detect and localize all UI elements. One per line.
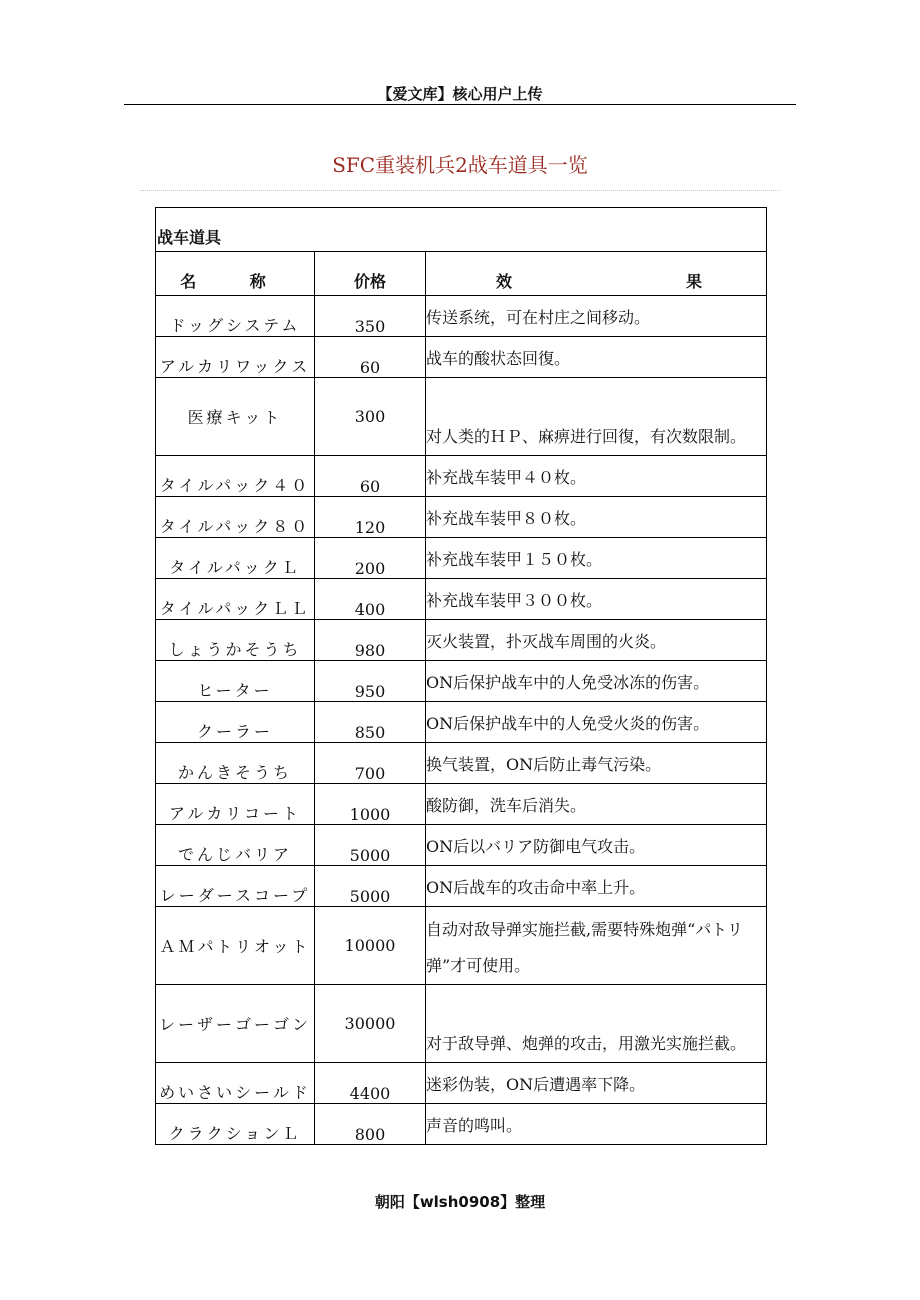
item-price-cell: 950 — [315, 661, 426, 702]
item-name-cell: タイルパックＬ — [156, 538, 315, 579]
item-price-cell: 60 — [315, 456, 426, 497]
item-price-cell: 300 — [315, 378, 426, 456]
item-name-cell: レーダースコープ — [156, 866, 315, 907]
item-effect-cell: 自动对敌导弹实施拦截,需要特殊炮弹“パトリ弹”才可使用。 — [426, 907, 767, 985]
item-effect-cell: 补充战车装甲４０枚。 — [426, 456, 767, 497]
table-row — [156, 661, 767, 702]
column-header-name: 名 称 — [156, 252, 315, 296]
table-row — [156, 866, 767, 907]
page-footer: 朝阳【wlsh0908】整理 — [374, 1193, 546, 1211]
title-divider — [140, 190, 780, 191]
table-row — [156, 497, 767, 538]
item-price-cell: 30000 — [315, 985, 426, 1063]
item-price-cell: 700 — [315, 743, 426, 784]
item-effect-cell: 对于敌导弹、炮弹的攻击，用激光实施拦截。 — [426, 985, 767, 1063]
item-name-cell: ドッグシステム — [156, 296, 315, 337]
item-effect-cell: 迷彩伪装，ON后遭遇率下降。 — [426, 1063, 767, 1104]
item-effect-cell: 补充战车装甲３００枚。 — [426, 579, 767, 620]
item-price-cell: 1000 — [315, 784, 426, 825]
table-row — [156, 579, 767, 620]
item-effect-cell: 灭火装置，扑灭战车周围的火炎。 — [426, 620, 767, 661]
table-row — [156, 620, 767, 661]
header-divider — [124, 104, 796, 105]
table-row — [156, 337, 767, 378]
page-header: 【爱文库】核心用户上传 — [377, 85, 543, 103]
table-row — [156, 702, 767, 743]
item-price-cell: 200 — [315, 538, 426, 579]
item-name-cell: しょうかそうち — [156, 620, 315, 661]
table-row — [156, 538, 767, 579]
item-name-cell: タイルパック８０ — [156, 497, 315, 538]
table-row — [156, 825, 767, 866]
item-name-cell: クーラー — [156, 702, 315, 743]
item-name-cell: ＡＭパトリオット — [156, 907, 315, 985]
item-name-cell: ヒーター — [156, 661, 315, 702]
item-effect-cell: 战车的酸状态回復。 — [426, 337, 767, 378]
item-name-cell: レーザーゴーゴン — [156, 985, 315, 1063]
column-header-effect — [426, 252, 767, 296]
item-price-cell: 980 — [315, 620, 426, 661]
table-row — [156, 1063, 767, 1104]
table-row — [156, 985, 767, 1063]
item-effect-cell: 换气装置，ON后防止毒气污染。 — [426, 743, 767, 784]
item-price-cell: 400 — [315, 579, 426, 620]
item-price-cell: 350 — [315, 296, 426, 337]
table-header-row — [156, 252, 767, 296]
item-name-cell: かんきそうち — [156, 743, 315, 784]
item-price-cell: 5000 — [315, 825, 426, 866]
item-name-cell: アルカリコート — [156, 784, 315, 825]
item-effect-cell: 酸防御，洗车后消失。 — [426, 784, 767, 825]
table-row — [156, 378, 767, 456]
item-effect-cell: ON后保护战车中的人免受冰冻的伤害。 — [426, 661, 767, 702]
table-row — [156, 907, 767, 985]
item-effect-cell: 补充战车装甲１５０枚。 — [426, 538, 767, 579]
table-row — [156, 456, 767, 497]
item-price-cell: 10000 — [315, 907, 426, 985]
item-effect-cell: 对人类的ＨＰ、麻痹进行回復，有次数限制。 — [426, 378, 767, 456]
item-name-cell: でんじバリア — [156, 825, 315, 866]
item-name-cell: めいさいシールド — [156, 1063, 315, 1104]
item-price-cell: 800 — [315, 1104, 426, 1145]
item-effect-cell: 补充战车装甲８０枚。 — [426, 497, 767, 538]
item-price-cell: 850 — [315, 702, 426, 743]
table-caption: 战车道具 — [156, 208, 767, 252]
item-effect-cell: 声音的鸣叫。 — [426, 1104, 767, 1145]
column-header-effect-right: 果 — [686, 272, 703, 291]
table-row — [156, 784, 767, 825]
item-effect-cell: ON后战车的攻击命中率上升。 — [426, 866, 767, 907]
item-name-cell: タイルパック４０ — [156, 456, 315, 497]
item-name-cell: アルカリワックス — [156, 337, 315, 378]
column-header-effect-left: 效 — [496, 272, 513, 291]
item-price-cell: 60 — [315, 337, 426, 378]
table-row — [156, 296, 767, 337]
item-name-cell: 医療キット — [156, 378, 315, 456]
item-price-cell: 120 — [315, 497, 426, 538]
item-price-cell: 5000 — [315, 866, 426, 907]
table-row — [156, 743, 767, 784]
item-effect-cell: ON后保护战车中的人免受火炎的伤害。 — [426, 702, 767, 743]
item-effect-cell: ON后以バリア防御电气攻击。 — [426, 825, 767, 866]
document-title: SFC重装机兵2战车道具一览 — [332, 153, 588, 177]
item-name-cell: クラクションＬ — [156, 1104, 315, 1145]
items-table — [155, 207, 767, 1145]
column-header-price: 价格 — [315, 252, 426, 296]
item-price-cell: 4400 — [315, 1063, 426, 1104]
item-effect-cell: 传送系统，可在村庄之间移动。 — [426, 296, 767, 337]
table-row — [156, 1104, 767, 1145]
table-caption-row — [156, 208, 767, 252]
item-name-cell: タイルパックＬＬ — [156, 579, 315, 620]
